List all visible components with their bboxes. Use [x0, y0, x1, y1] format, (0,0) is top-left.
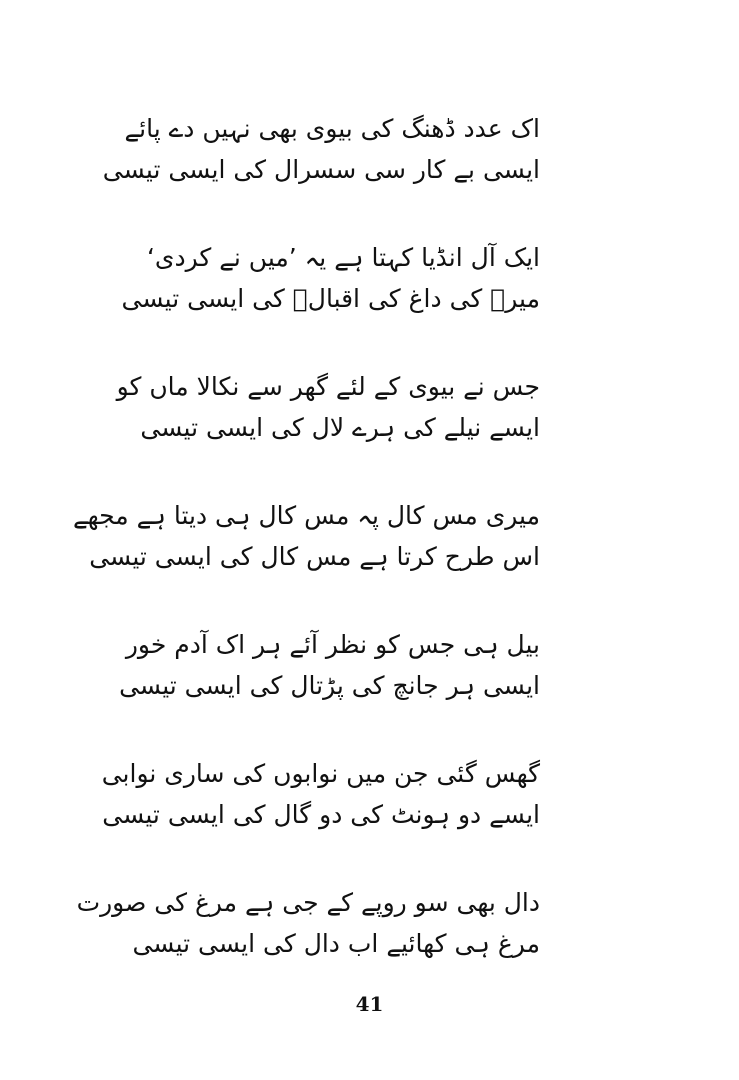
verse-line: ایسی ہر جانچ کی پڑتال کی ایسی تیسی — [119, 671, 540, 700]
verse-line: ایسے نیلے کی ہرے لال کی ایسی تیسی — [140, 413, 540, 442]
stanza — [119, 624, 540, 753]
verse-line: دال بھی سو روپے کے جی ہے مرغ کی صورت — [76, 888, 540, 917]
stanza — [116, 366, 540, 495]
verse-line: اس طرح کرتا ہے مس کال کی ایسی تیسی — [89, 542, 540, 571]
stanza — [101, 753, 540, 882]
poem — [72, 108, 540, 1011]
verse-line: ایک آل انڈیا کہتا ہے یہ ’میں نے کردی‘ — [146, 243, 540, 272]
verse-line: مرغ ہی کھائیے اب دال کی ایسی تیسی — [132, 929, 540, 958]
stanza — [102, 108, 540, 237]
page-number: 41 — [355, 992, 384, 1016]
verse-line: ایسی بے کار سی سسرال کی ایسی تیسی — [102, 155, 540, 184]
verse-line: بیل ہی جس کو نظر آئے ہر اک آدم خور — [125, 630, 540, 659]
verse-line: جس نے بیوی کے لئے گھر سے نکالا ماں کو — [116, 372, 540, 401]
verse-line: میرؔ کی داغ کی اقبالؔ کی ایسی تیسی — [121, 284, 540, 313]
verse-line: اک عدد ڈھنگ کی بیوی بھی نہیں دے پائے — [124, 114, 540, 143]
verse-line: ایسے دو ہونٹ کی دو گال کی ایسی تیسی — [102, 800, 540, 829]
stanza — [121, 237, 540, 366]
stanza — [72, 495, 540, 624]
verse-line: گھس گئی جن میں نوابوں کی ساری نوابی — [101, 759, 540, 788]
verse-line: میری مس کال پہ مس کال ہی دیتا ہے مجھے — [72, 501, 540, 530]
